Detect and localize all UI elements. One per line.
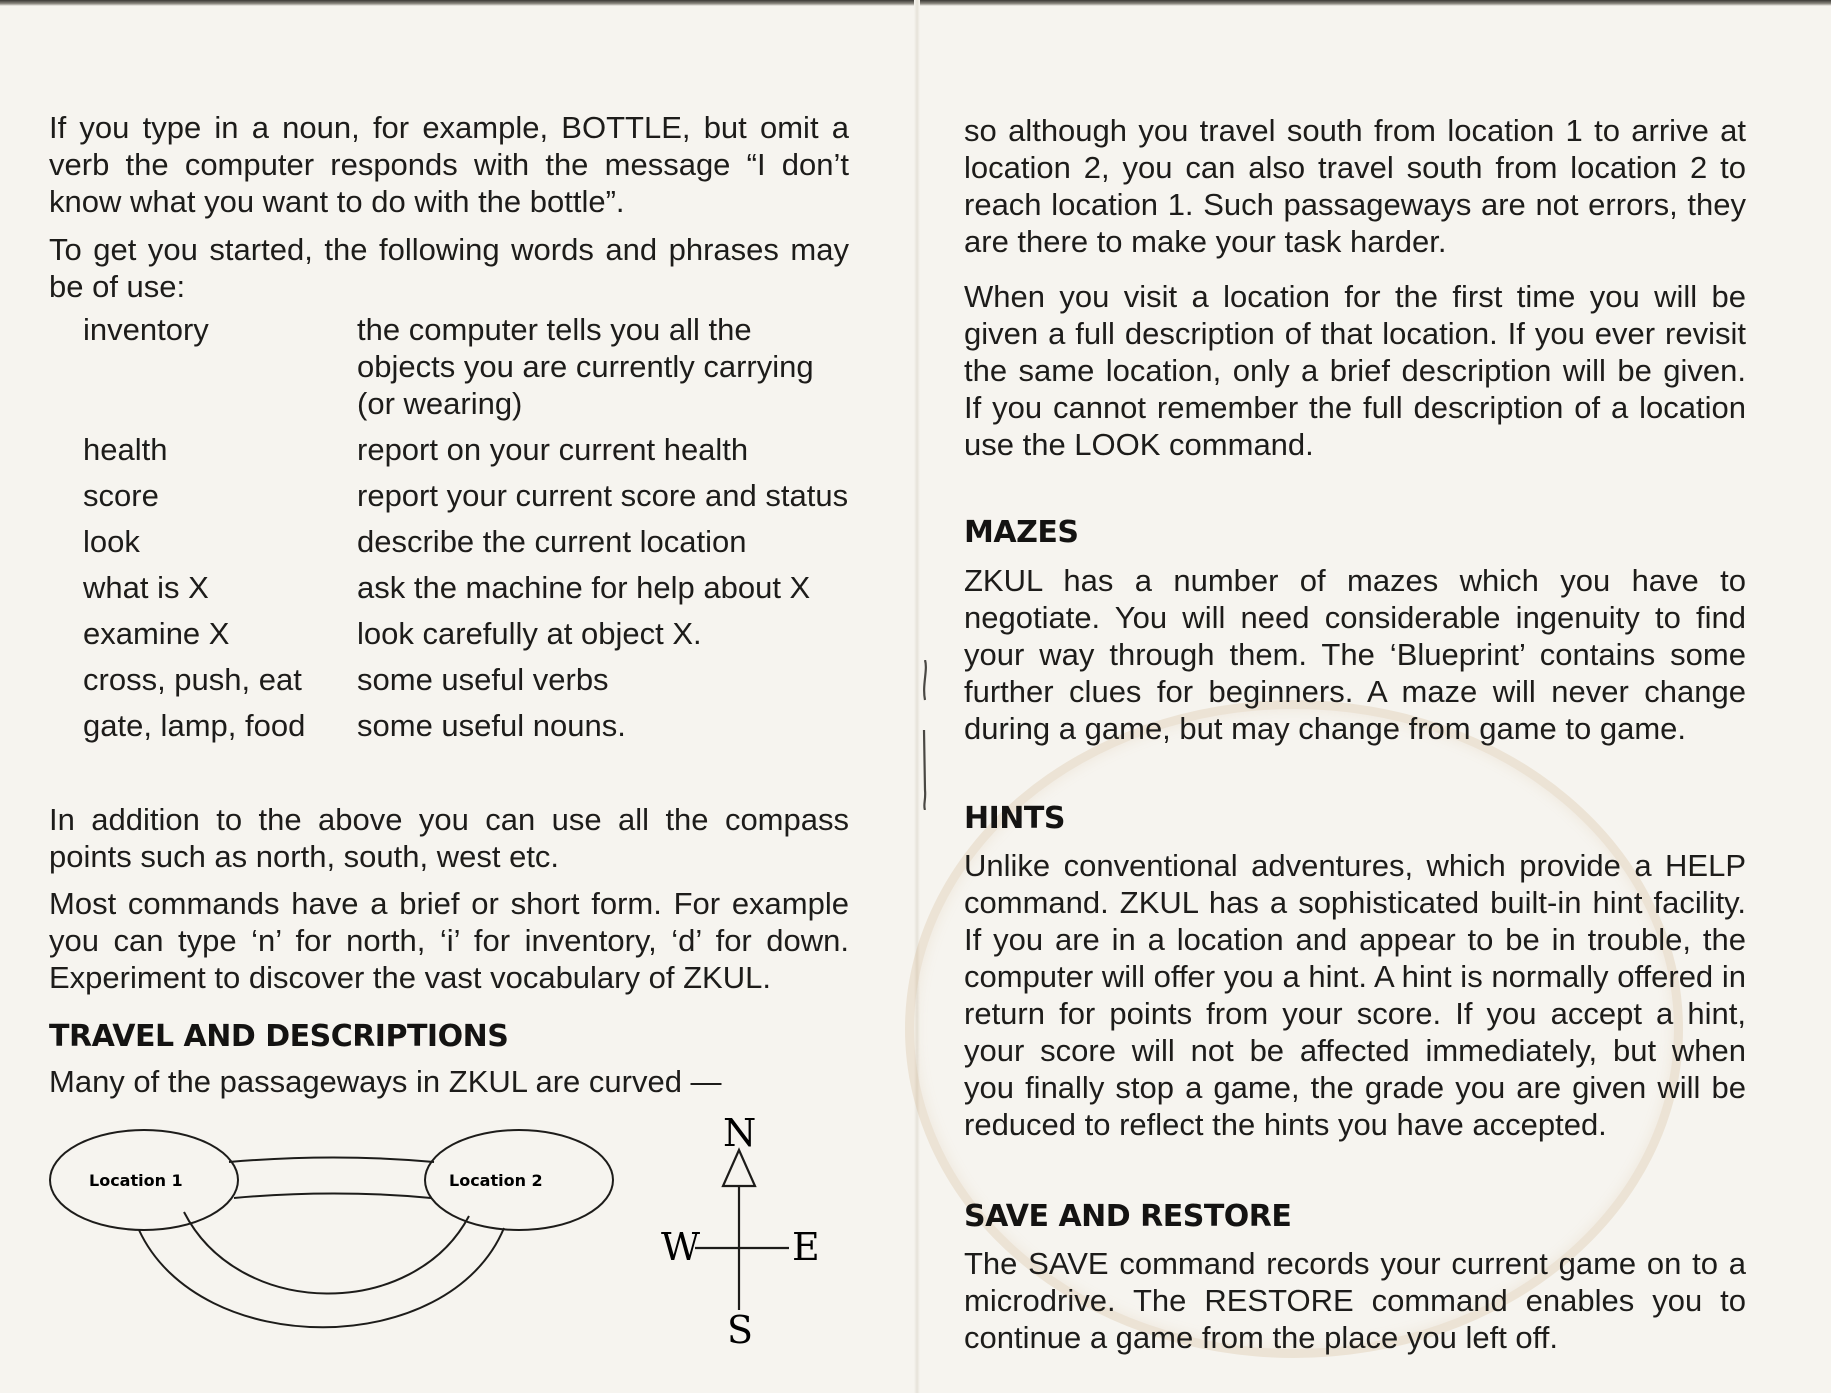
vocab-definition: some useful verbs [357, 662, 609, 697]
vocab-term: health [83, 432, 168, 467]
vocab-row [83, 311, 853, 422]
vocab-row [83, 569, 853, 606]
binding-staple [920, 660, 926, 810]
heading-travel: TRAVEL AND DESCRIPTIONS [49, 1019, 509, 1054]
vocab-definition: look carefully at object X. [357, 616, 702, 651]
compass-north-label: N [723, 1111, 757, 1155]
compass-rose [661, 1111, 820, 1352]
passage-diagram [49, 1110, 820, 1352]
vocab-term: cross, push, eat [83, 662, 302, 697]
heading-mazes: MAZES [964, 515, 1079, 550]
started-paragraph: To get you started, the following words and phrases may be of use: [49, 232, 849, 304]
vocab-term: inventory [83, 312, 209, 347]
location-1-node [50, 1130, 238, 1230]
vocab-term: what is X [83, 570, 209, 605]
short-form-paragraph: Most commands have a brief or short form. For example you can type ‘n’ for north, ‘i’ for inventory, ‘d’ for down. Experiment to discover the vast vocabulary of ZKUL. [49, 886, 849, 995]
location-2-node [425, 1130, 613, 1230]
location-1-label: Location 1 [89, 1171, 183, 1190]
vocab-row [83, 477, 853, 514]
vocab-definition: report on your current health [357, 432, 749, 467]
vocab-row [83, 615, 853, 652]
hints-paragraph: Unlike conventional adventures, which provide a HELP command. ZKUL has a sophisticated built-in hint facility. If you are in a location and appear to be in trouble, the computer will offer you a hint. A hint is normally offered in return for points from your score. If you accept a hint, your score will not be affected immediately, but when you finally stop a game, the grade you are given will be reduced to reflect the hints you have accepted. [964, 848, 1746, 1142]
curved-paragraph: Many of the passageways in ZKUL are curved — [49, 1064, 722, 1099]
vocab-term: examine X [83, 616, 230, 651]
intro-paragraph: If you type in a noun, for example, BOTTLE, but omit a verb the computer responds with the message “I don’t know what you want to do with the bottle”. [49, 110, 849, 219]
location-2-label: Location 2 [449, 1171, 543, 1190]
although-paragraph: so although you travel south from location 1 to arrive at location 2, you can also travel south from location 2 to reach location 1. Such passageways are not errors, they are there to make your task harder. [964, 113, 1746, 259]
compass-south-label: S [727, 1308, 754, 1352]
vocab-row [83, 707, 853, 744]
vocab-row [83, 661, 853, 698]
mazes-paragraph: ZKUL has a number of mazes which you have to negotiate. You will need considerable ingenuity to find your way through them. The ‘Blueprint’ contains some further clues for beginners. A maze will never change during a game, but may change from game to game. [964, 563, 1746, 746]
heading-hints: HINTS [964, 801, 1065, 836]
vocab-definition: some useful nouns. [357, 708, 626, 743]
vocabulary-table [83, 311, 853, 753]
vocab-definition: the computer tells you all the objects you are currently carrying (or wearing) [357, 312, 814, 421]
vocab-definition: describe the current location [357, 524, 747, 559]
vocab-row [83, 523, 853, 560]
compass-east-label: E [792, 1225, 820, 1269]
north-arrow-icon [723, 1150, 755, 1186]
vocab-row [83, 431, 853, 468]
compass-paragraph: In addition to the above you can use all the compass points such as north, south, west etc. [49, 802, 849, 874]
heading-save-restore: SAVE AND RESTORE [964, 1199, 1292, 1234]
vocab-term: look [83, 524, 140, 559]
vocab-term: score [83, 478, 159, 513]
vocab-definition: report your current score and status [357, 478, 849, 513]
vocab-term: gate, lamp, food [83, 708, 306, 743]
save-paragraph: The SAVE command records your current game on to a microdrive. The RESTORE command enables you to continue a game from the place you left off. [964, 1246, 1746, 1355]
visit-paragraph: When you visit a location for the first time you will be given a full description of that location. If you ever revisit the same location, only a brief description will be given. If you cannot remember the full description of a location use the LOOK command. [964, 279, 1746, 462]
curved-passage [139, 1212, 504, 1327]
straight-passage [229, 1158, 434, 1199]
compass-west-label: W [661, 1225, 701, 1269]
vocab-definition: ask the machine for help about X [357, 570, 811, 605]
